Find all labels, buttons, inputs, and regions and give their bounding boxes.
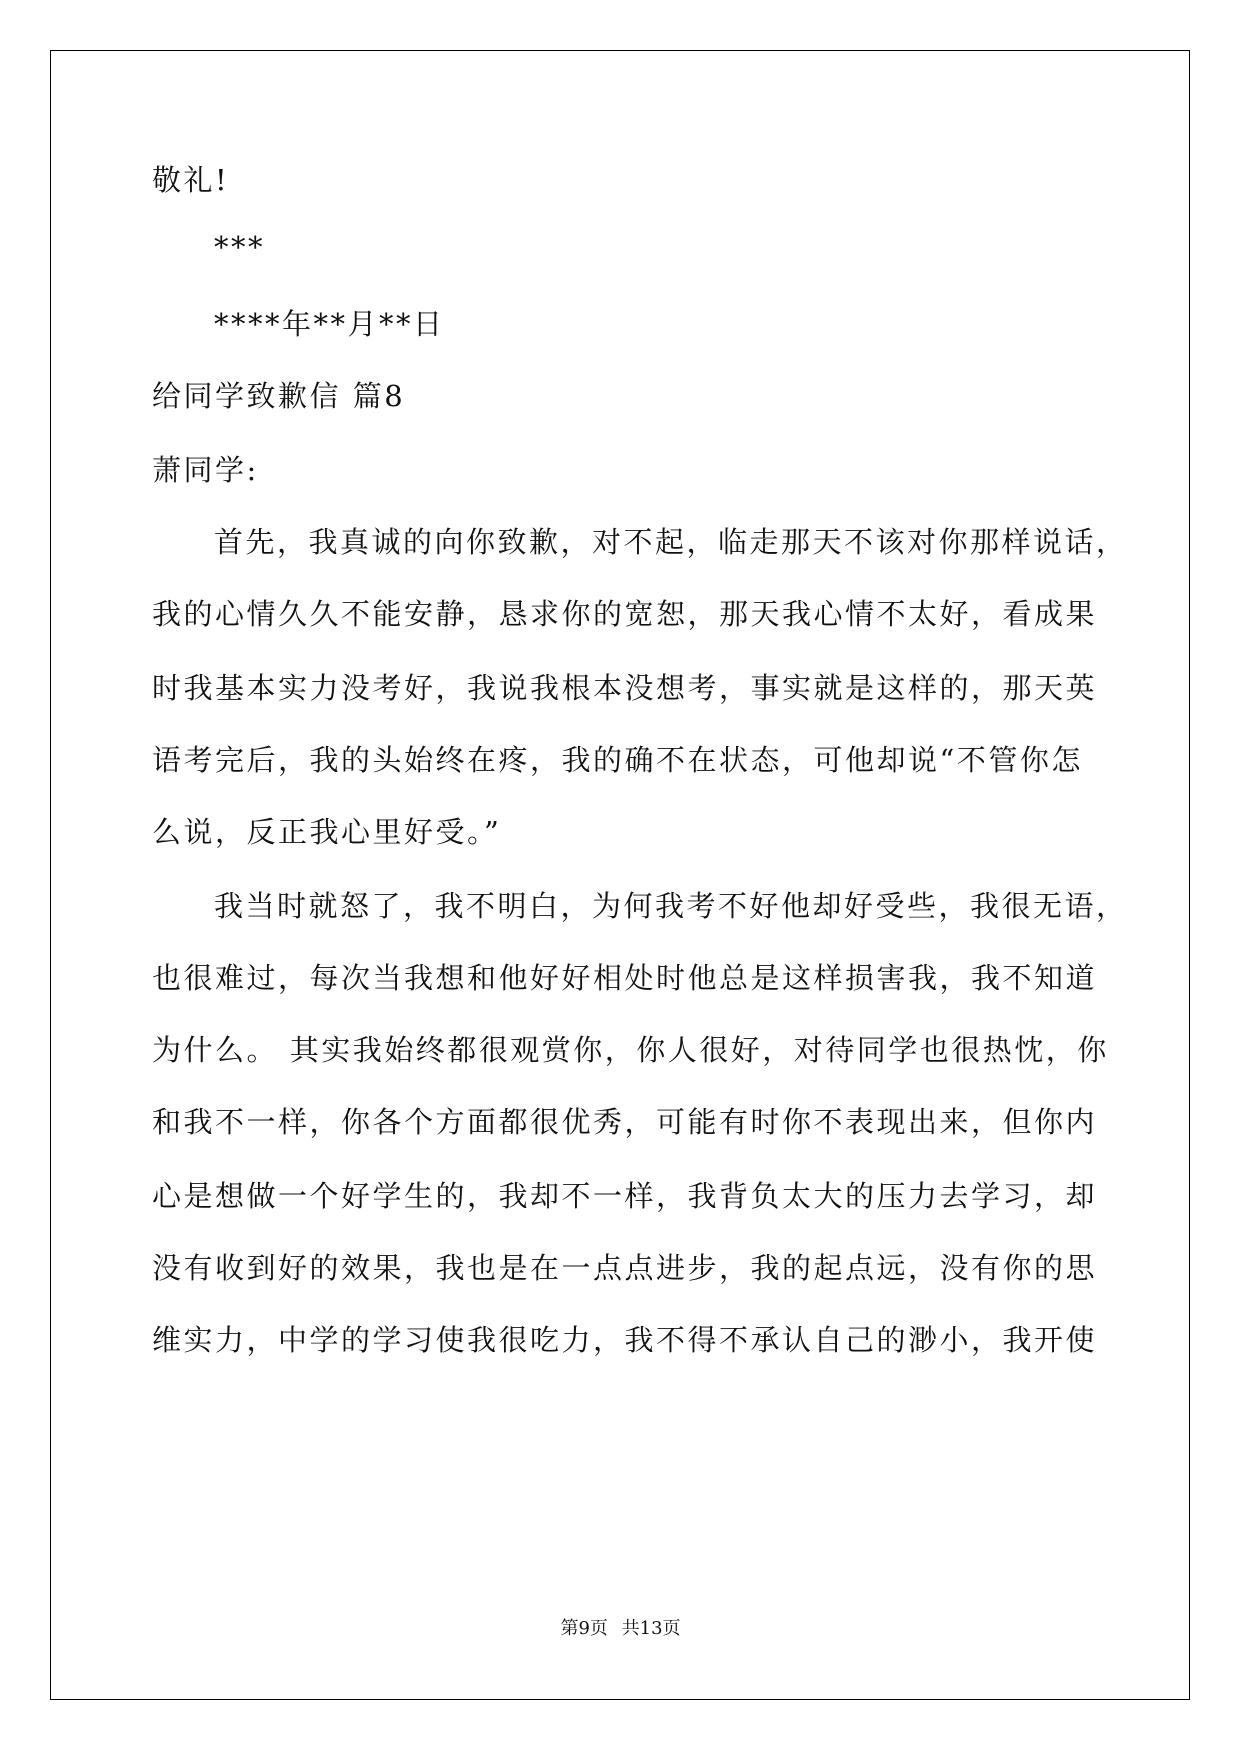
body-line: 首先，我真诚的向你致歉，对不起，临走那天不该对你那样说话， <box>214 525 1128 559</box>
body-line: 么说，反正我心里好受。” <box>152 815 502 849</box>
letter-greeting: 萧同学: <box>152 453 259 487</box>
body-line: 心是想做一个好学生的，我却不一样，我背负太大的压力去学习，却 <box>152 1179 1098 1213</box>
signature-date: ****年**月**日 <box>214 307 445 341</box>
body-line: 我当时就怒了，我不明白，为何我考不好他却好受些，我很无语， <box>214 889 1128 923</box>
section-heading: 给同学致歉信 篇8 <box>152 379 406 413</box>
body-line: 为什么。 其实我始终都很观赏你，你人很好，对待同学也很热忱，你 <box>152 1033 1109 1067</box>
signature-name: *** <box>214 230 265 264</box>
body-line: 和我不一样，你各个方面都很优秀，可能有时你不表现出来，但你内 <box>152 1105 1098 1139</box>
page-footer <box>0 1614 1241 1640</box>
page-total: 共13页 <box>621 1618 681 1639</box>
body-line: 时我基本实力没考好，我说我根本没想考，事实就是这样的，那天英 <box>152 671 1098 705</box>
body-line: 我的心情久久不能安静，恳求你的宽恕，那天我心情不太好，看成果 <box>152 597 1098 631</box>
body-line: 维实力，中学的学习使我很吃力，我不得不承认自己的渺小，我开使 <box>152 1323 1098 1357</box>
body-line: 语考完后，我的头始终在疼，我的确不在状态，可他却说“不管你怎 <box>152 743 1083 777</box>
body-line: 也很难过，每次当我想和他好好相处时他总是这样损害我，我不知道 <box>152 961 1098 995</box>
page-border <box>50 50 1190 1700</box>
closing-salutation: 敬礼! <box>152 163 230 197</box>
body-line: 没有收到好的效果，我也是在一点点进步，我的起点远，没有你的思 <box>152 1251 1098 1285</box>
page-number: 第9页 <box>560 1618 608 1639</box>
